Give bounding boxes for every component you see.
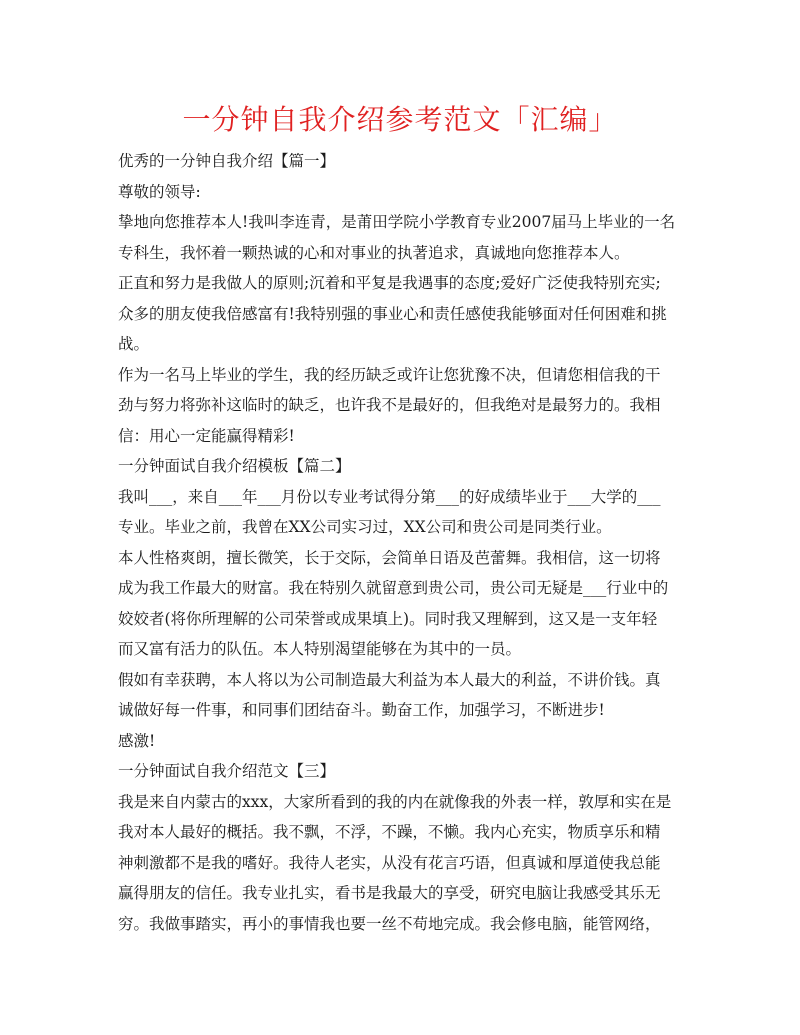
- text-line: 一分钟面试自我介绍模板【篇二】: [118, 457, 351, 475]
- text-line: 成为我工作最大的财富。我在特别久就留意到贵公司，贵公司无疑是___行业中的: [118, 579, 669, 597]
- text-line: 神刺激都不是我的嗜好。我待人老实，从没有花言巧语，但真诚和厚道使我总能: [118, 853, 661, 872]
- text-line: 赢得朋友的信任。我专业扎实，看书是我最大的享受，研究电脑让我感受其乐无: [118, 884, 661, 902]
- text-line: 专科生，我怀着一颗热诚的心和对事业的执著追求，真诚地向您推荐本人。: [118, 243, 630, 262]
- text-line: 尊敬的领导:: [118, 182, 201, 201]
- text-line: 优秀的一分钟自我介绍【篇一】: [118, 152, 336, 170]
- text-line: 诚做好每一件事，和同事们团结奋斗。勤奋工作，加强学习，不断进步!: [118, 701, 605, 719]
- text-line: 一分钟面试自我介绍范文【三】: [118, 762, 336, 780]
- text-line: 假如有幸获聘，本人将以为公司制造最大利益为本人最大的利益，不讲价钱。真: [118, 670, 661, 689]
- text-line: 而又富有活力的队伍。本人特别渴望能够在为其中的一员。: [118, 640, 522, 658]
- text-line: 挚地向您推荐本人!我叫李连青，是莆田学院小学教育专业2007届马上毕业的一名: [118, 213, 676, 231]
- text-line: 众多的朋友使我倍感富有!我特别强的事业心和责任感使我能够面对任何困难和挑: [118, 304, 667, 323]
- text-line: 我叫___，来自___年___月份以专业考试得分第___的好成绩毕业于___大学的___: [118, 487, 661, 506]
- text-line: 战。: [118, 335, 150, 353]
- text-line: 信：用心一定能赢得精彩!: [118, 426, 295, 445]
- text-line: 穷。我做事踏实，再小的事情我也要一丝不苟地完成。我会修电脑，能管网络，: [118, 914, 661, 933]
- text-line: 感激!: [118, 731, 156, 750]
- text-line: 劲与努力将弥补这临时的缺乏，也许我不是最好的，但我绝对是最努力的。我相: [118, 396, 661, 414]
- document-body: [118, 146, 684, 939]
- text-line: 我是来自内蒙古的xxx，大家所看到的我的内在就像我的外表一样，敦厚和实在是: [118, 792, 672, 811]
- document-title: 一分钟自我介绍参考范文「汇编」: [182, 103, 618, 136]
- text-line: 专业。毕业之前，我曾在XX公司实习过，XX公司和贵公司是同类行业。: [118, 518, 612, 536]
- text-line: 正直和努力是我做人的原则;沉着和平复是我遇事的态度;爱好广泛使我特别充实;: [118, 274, 661, 292]
- text-line: 我对本人最好的概括。我不飘，不浮，不躁，不懒。我内心充实，物质享乐和精: [118, 823, 661, 841]
- text-line: 本人性格爽朗，擅长微笑，长于交际，会简单日语及芭蕾舞。我相信，这一切将: [118, 548, 661, 567]
- text-line: 作为一名马上毕业的学生，我的经历缺乏或许让您犹豫不决，但请您相信我的干: [118, 365, 661, 384]
- text-line: 姣姣者(将你所理解的公司荣誉或成果填上)。同时我又理解到，这又是一支年轻: [118, 609, 658, 628]
